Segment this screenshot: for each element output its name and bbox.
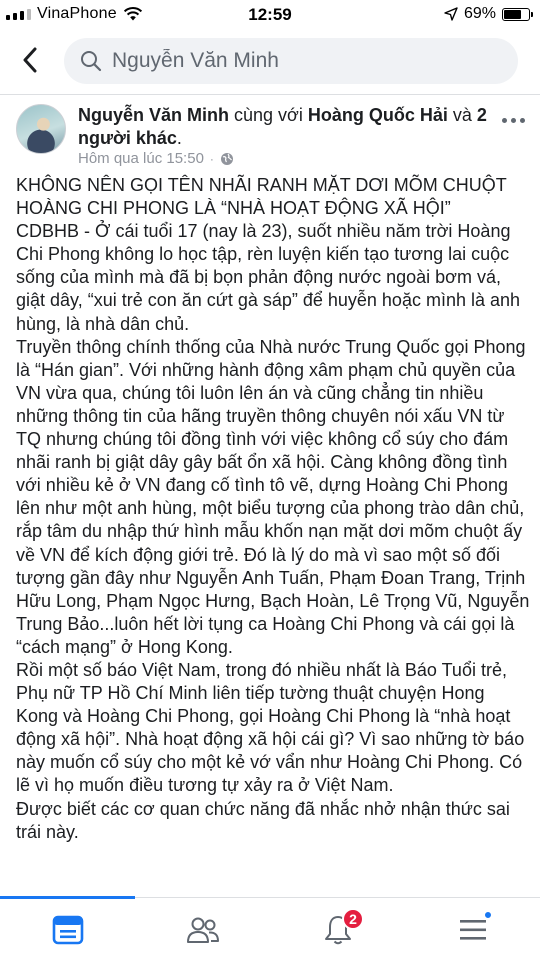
with-text: cùng với <box>229 105 308 125</box>
author-name-link[interactable]: Nguyễn Văn Minh <box>78 105 230 125</box>
bottom-nav-bar <box>0 897 540 960</box>
globe-icon <box>220 152 234 166</box>
post-paragraph: Rồi một số báo Việt Nam, trong đó nhiều nhất là Báo Tuổi trẻ, Phụ nữ TP Hồ Chí Minh liên tiếp tường thuật chuyện Hong Kong và Hoàng Chi Phong, gọi Hoàng Chi Phong là “nhà hoạt động xã hội”. Nhà hoạt động xã hội cái gì? Vì sao những tờ báo này muốn cổ súy cho một kẻ vớ vẩn như Hoàng Chi Phong. Có lẽ vì họ muốn điều tương tự xảy ra ở Việt Nam. <box>16 659 525 796</box>
others-suffix: . <box>176 128 182 148</box>
notifications-badge: 2 <box>342 908 364 930</box>
search-field[interactable] <box>64 38 518 84</box>
more-dot-icon <box>502 118 507 123</box>
status-time: 12:59 <box>248 5 292 24</box>
and-text: và <box>447 105 477 125</box>
tab-friends[interactable] <box>135 898 270 960</box>
others-link[interactable]: 2 người khác <box>78 105 487 148</box>
battery-level-fill <box>504 10 521 19</box>
post-more-options-button[interactable] <box>498 110 528 130</box>
tab-notifications[interactable] <box>270 898 405 960</box>
meta-separator-dot: · <box>209 151 214 166</box>
battery-icon <box>502 8 530 21</box>
post-paragraph: KHÔNG NÊN GỌI TÊN NHÃI RANH MẶT DƠI MÕM CHUỘT HOÀNG CHI PHONG LÀ “NHÀ HOẠT ĐỘNG XÃ HỘI” <box>16 175 507 219</box>
status-bar <box>0 0 540 30</box>
search-icon <box>80 50 102 72</box>
avatar[interactable] <box>16 104 66 154</box>
location-arrow-icon <box>444 7 458 21</box>
post-meta <box>78 150 234 167</box>
back-button[interactable] <box>10 40 50 80</box>
header-divider <box>0 94 540 95</box>
friends-icon <box>185 915 221 945</box>
tagged-friend-link[interactable]: Hoàng Quốc Hải <box>307 105 448 125</box>
post-paragraph: CDBHB - Ở cái tuổi 17 (nay là 23), suốt nhiều năm trời Hoàng Chi Phong không lo học tập, rèn luyện kiến tạo tương lai cuộc sống của mình mà đã bị bọn phản động nước ngoài bơm vá, giật dây, “xui trẻ con ăn cứt gà sáp” để huyễn hoặc mình là anh hùng, là nhà dân chủ. <box>16 221 521 334</box>
post-timestamp[interactable]: Hôm qua lúc 15:50 <box>78 150 204 167</box>
post-body <box>16 174 531 844</box>
tab-news-feed[interactable] <box>0 898 135 960</box>
post-paragraph: Được biết các cơ quan chức năng đã nhắc nhở nhận thức sai trái này. <box>16 798 510 842</box>
menu-icon <box>458 917 488 943</box>
carrier-name: VinaPhone <box>37 5 117 22</box>
chevron-left-icon <box>22 47 38 73</box>
search-input[interactable] <box>112 49 492 73</box>
news-feed-icon <box>51 913 85 947</box>
status-right <box>444 5 530 23</box>
menu-new-indicator-dot <box>483 910 493 920</box>
more-dot-icon <box>520 118 525 123</box>
tab-menu[interactable] <box>405 898 540 960</box>
search-header <box>0 30 540 92</box>
post-paragraph: Truyền thông chính thống của Nhà nước Trung Quốc gọi Phong là “Hán gian”. Với những hành động xâm phạm chủ quyền của VN vừa qua, chúng tôi luôn lên án và cũng chẳng tin nhiều những thông tin của hãng truyền thông chuyên nói xấu VN từ TQ nhưng chúng tôi đồng tình với việc không cổ súy cho đám nhãi ranh bị giật dây gây bất ổn xã hội. Càng không đồng tình với nhiều kẻ ở VN đang cố tình tô vẽ, dựng Hoàng Chi Phong lên như một anh hùng, một biểu tượng của phong trào dân chủ, rắp tâm du nhập thứ hình mẫu khốn nạn mặt dơi mõm chuột ấy về VN để kích động giới trẻ. Đó là lý do mà vì sao một số đối tượng gần đây như Nguyễn Anh Tuấn, Phạm Đoan Trang, Trịnh Hữu Long, Phạm Ngọc Hưng, Bạch Hoàn, Lê Trọng Vũ, Nguyễn Trung Bảo...luôn hết lời tụng ca Hoàng Chi Phong và cái gọi là “cách mạng” ở Hong Kong. <box>16 336 530 657</box>
battery-percent: 69% <box>463 5 496 22</box>
post-author-line <box>78 104 498 150</box>
post-header <box>0 100 540 172</box>
more-dot-icon <box>511 118 516 123</box>
